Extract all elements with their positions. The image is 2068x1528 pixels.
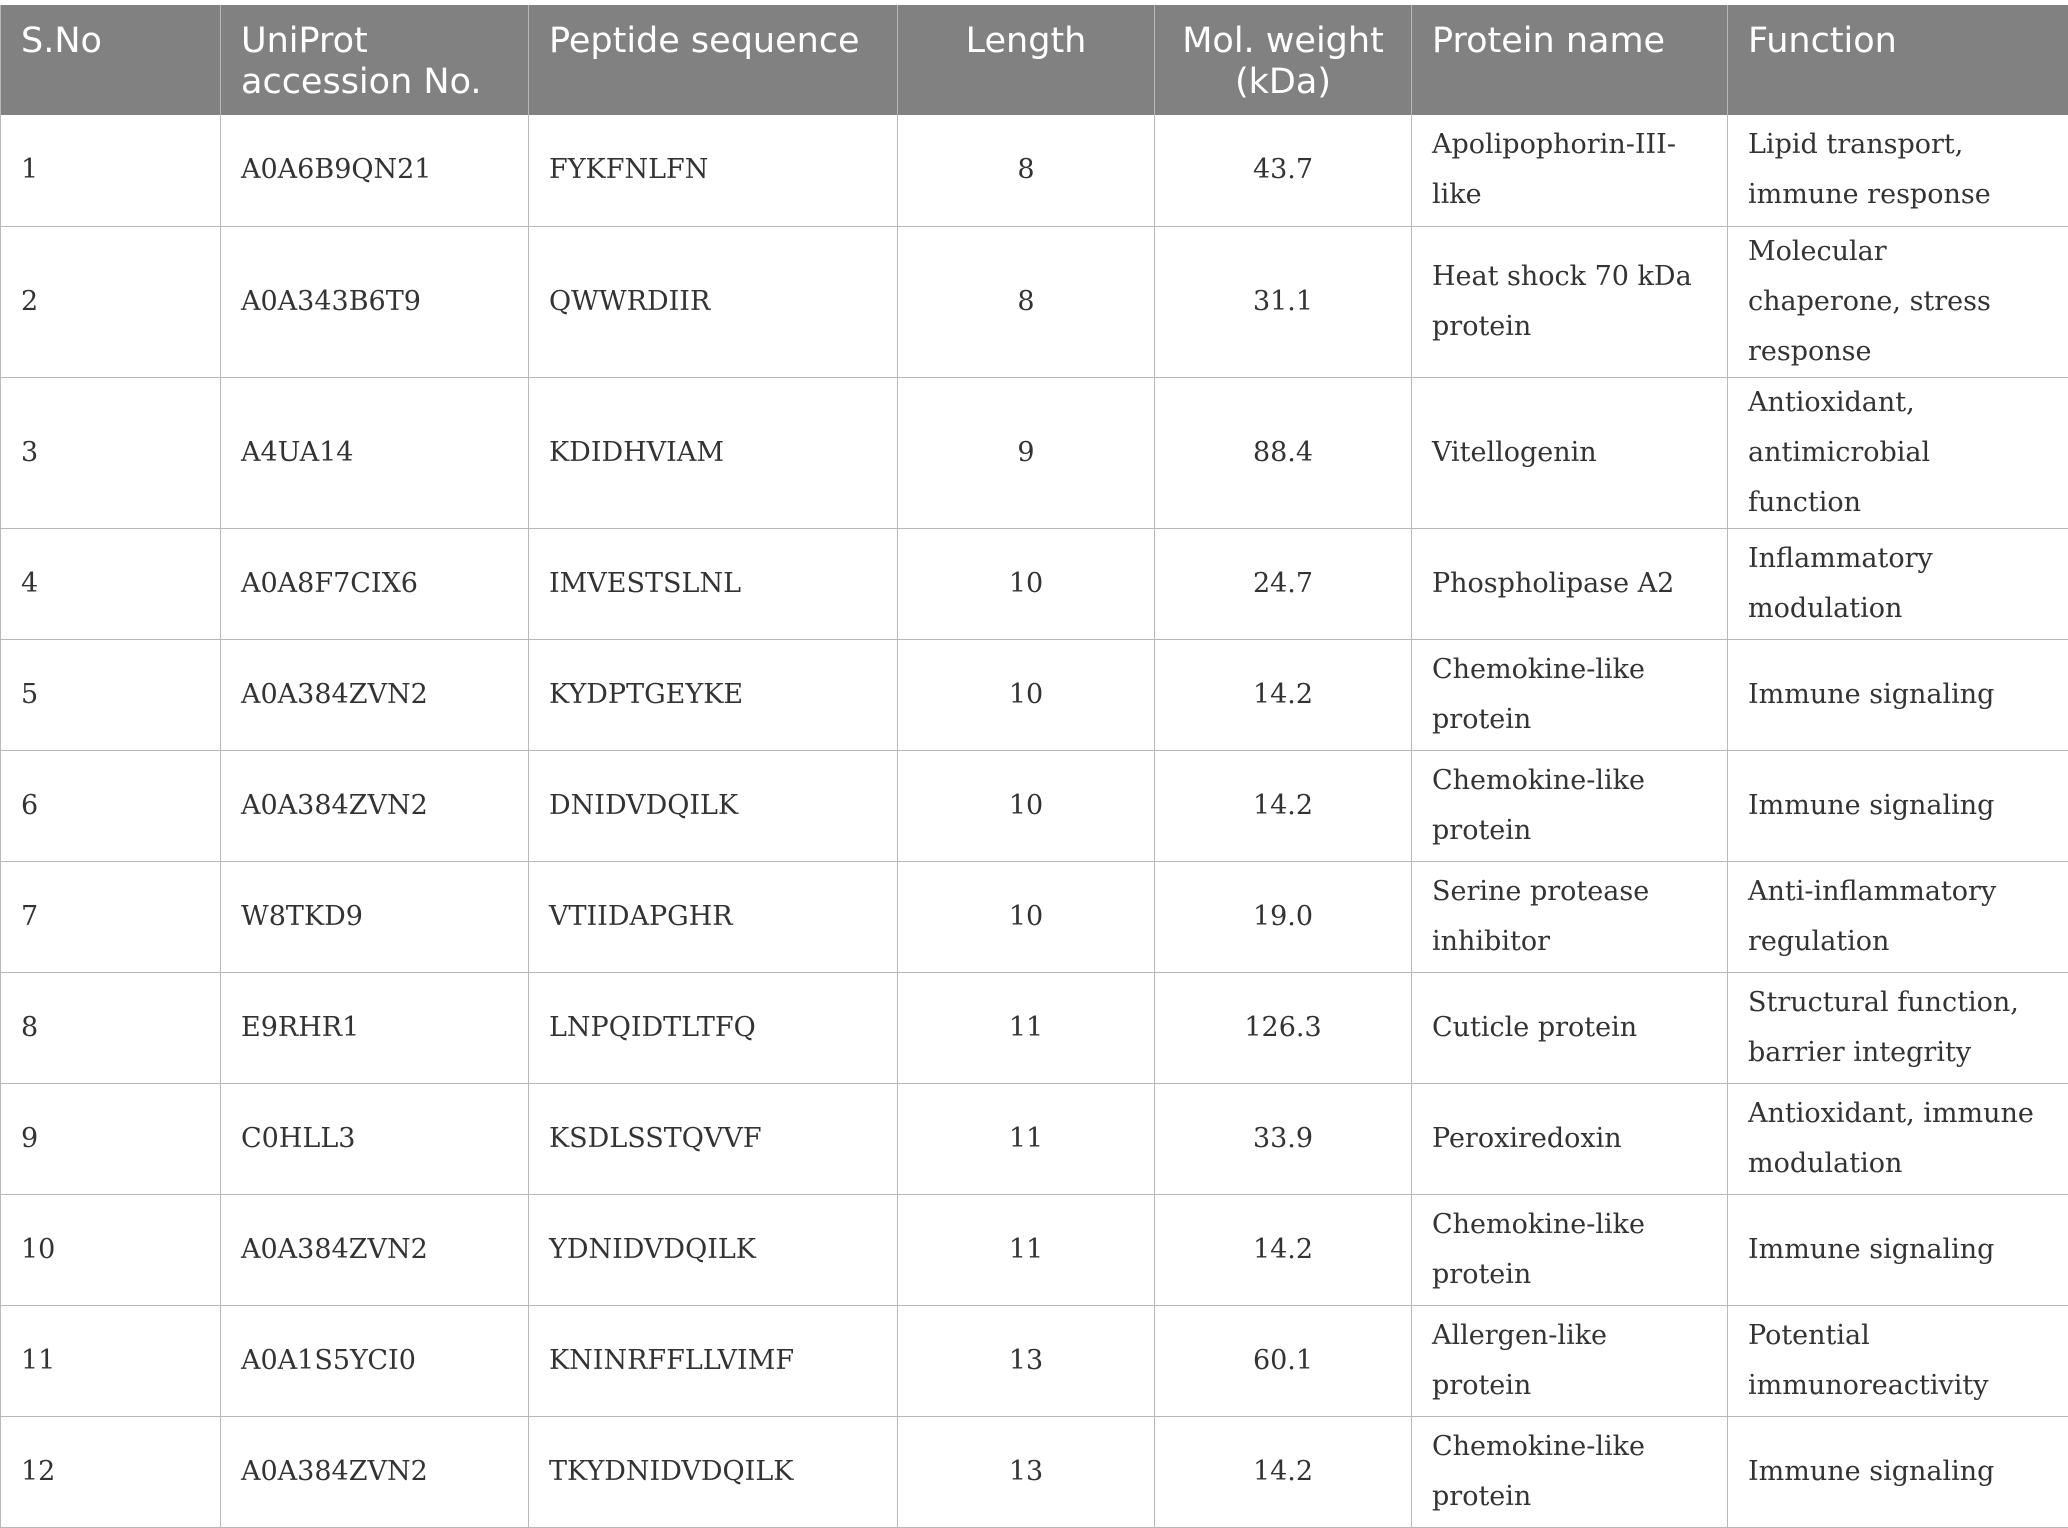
accession-cell: A0A343B6T9 bbox=[221, 226, 529, 377]
length-cell: 11 bbox=[898, 972, 1155, 1083]
sno-cell: 8 bbox=[1, 972, 221, 1083]
protein-name-cell: Cuticle protein bbox=[1412, 972, 1728, 1083]
table-row bbox=[1, 972, 2068, 1083]
peptide-sequence-cell: FYKFNLFN bbox=[529, 115, 898, 226]
header-length: Length bbox=[898, 5, 1155, 115]
header-row bbox=[1, 5, 2068, 115]
peptide-sequence-cell: KSDLSSTQVVF bbox=[529, 1083, 898, 1194]
function-cell: Inflammatory modulation bbox=[1728, 528, 2068, 639]
function-cell: Molecular chaperone, stress response bbox=[1728, 226, 2068, 377]
sno-cell: 4 bbox=[1, 528, 221, 639]
peptide-sequence-cell: DNIDVDQILK bbox=[529, 750, 898, 861]
peptide-sequence-cell: KYDPTGEYKE bbox=[529, 639, 898, 750]
sno-cell: 5 bbox=[1, 639, 221, 750]
protein-name-cell: Peroxiredoxin bbox=[1412, 1083, 1728, 1194]
length-cell: 11 bbox=[898, 1194, 1155, 1305]
length-cell: 13 bbox=[898, 1416, 1155, 1527]
protein-name-cell: Chemokine-like protein bbox=[1412, 750, 1728, 861]
mol-weight-cell: 14.2 bbox=[1155, 1194, 1412, 1305]
table-row bbox=[1, 377, 2068, 528]
table-row bbox=[1, 861, 2068, 972]
length-cell: 13 bbox=[898, 1305, 1155, 1416]
sno-cell: 2 bbox=[1, 226, 221, 377]
table-row bbox=[1, 750, 2068, 861]
accession-cell: A0A384ZVN2 bbox=[221, 1416, 529, 1527]
protein-name-cell: Apolipophorin-III-like bbox=[1412, 115, 1728, 226]
accession-cell: W8TKD9 bbox=[221, 861, 529, 972]
sno-cell: 7 bbox=[1, 861, 221, 972]
length-cell: 10 bbox=[898, 750, 1155, 861]
length-cell: 11 bbox=[898, 1083, 1155, 1194]
length-cell: 10 bbox=[898, 639, 1155, 750]
peptide-sequence-cell: QWWRDIIR bbox=[529, 226, 898, 377]
accession-cell: C0HLL3 bbox=[221, 1083, 529, 1194]
header-mol-weight: Mol. weight (kDa) bbox=[1155, 5, 1412, 115]
sno-cell: 10 bbox=[1, 1194, 221, 1305]
table-row bbox=[1, 115, 2068, 226]
mol-weight-cell: 24.7 bbox=[1155, 528, 1412, 639]
protein-name-cell: Heat shock 70 kDa protein bbox=[1412, 226, 1728, 377]
mol-weight-cell: 14.2 bbox=[1155, 750, 1412, 861]
accession-cell: A0A384ZVN2 bbox=[221, 1194, 529, 1305]
accession-cell: A0A8F7CIX6 bbox=[221, 528, 529, 639]
mol-weight-cell: 14.2 bbox=[1155, 1416, 1412, 1527]
accession-cell: A0A384ZVN2 bbox=[221, 750, 529, 861]
accession-cell: E9RHR1 bbox=[221, 972, 529, 1083]
protein-name-cell: Chemokine-like protein bbox=[1412, 1416, 1728, 1527]
table-row bbox=[1, 1416, 2068, 1527]
mol-weight-cell: 88.4 bbox=[1155, 377, 1412, 528]
function-cell: Lipid transport, immune response bbox=[1728, 115, 2068, 226]
sno-cell: 9 bbox=[1, 1083, 221, 1194]
protein-name-cell: Allergen-like protein bbox=[1412, 1305, 1728, 1416]
table-header bbox=[1, 5, 2068, 115]
mol-weight-cell: 33.9 bbox=[1155, 1083, 1412, 1194]
accession-cell: A4UA14 bbox=[221, 377, 529, 528]
length-cell: 8 bbox=[898, 226, 1155, 377]
peptide-sequence-cell: KNINRFFLLVIMF bbox=[529, 1305, 898, 1416]
mol-weight-cell: 31.1 bbox=[1155, 226, 1412, 377]
length-cell: 8 bbox=[898, 115, 1155, 226]
table-row bbox=[1, 1305, 2068, 1416]
table-row bbox=[1, 528, 2068, 639]
peptide-sequence-cell: KDIDHVIAM bbox=[529, 377, 898, 528]
mol-weight-cell: 14.2 bbox=[1155, 639, 1412, 750]
table-row bbox=[1, 639, 2068, 750]
sno-cell: 1 bbox=[1, 115, 221, 226]
header-protein-name: Protein name bbox=[1412, 5, 1728, 115]
peptide-sequence-cell: YDNIDVDQILK bbox=[529, 1194, 898, 1305]
function-cell: Immune signaling bbox=[1728, 1194, 2068, 1305]
length-cell: 9 bbox=[898, 377, 1155, 528]
protein-name-cell: Chemokine-like protein bbox=[1412, 1194, 1728, 1305]
table-row bbox=[1, 226, 2068, 377]
header-sno: S.No bbox=[1, 5, 221, 115]
header-uniprot-accession: UniProt accession No. bbox=[221, 5, 529, 115]
peptide-sequence-cell: TKYDNIDVDQILK bbox=[529, 1416, 898, 1527]
function-cell: Immune signaling bbox=[1728, 750, 2068, 861]
header-function: Function bbox=[1728, 5, 2068, 115]
table-row bbox=[1, 1194, 2068, 1305]
function-cell: Structural function, barrier integrity bbox=[1728, 972, 2068, 1083]
header-peptide-sequence: Peptide sequence bbox=[529, 5, 898, 115]
mol-weight-cell: 43.7 bbox=[1155, 115, 1412, 226]
mol-weight-cell: 126.3 bbox=[1155, 972, 1412, 1083]
sno-cell: 3 bbox=[1, 377, 221, 528]
function-cell: Antioxidant, antimicrobial function bbox=[1728, 377, 2068, 528]
peptide-table bbox=[0, 5, 2068, 1528]
function-cell: Antioxidant, immune modulation bbox=[1728, 1083, 2068, 1194]
peptide-sequence-cell: LNPQIDTLTFQ bbox=[529, 972, 898, 1083]
peptide-sequence-cell: VTIIDAPGHR bbox=[529, 861, 898, 972]
sno-cell: 12 bbox=[1, 1416, 221, 1527]
accession-cell: A0A1S5YCI0 bbox=[221, 1305, 529, 1416]
protein-name-cell: Serine protease inhibitor bbox=[1412, 861, 1728, 972]
function-cell: Immune signaling bbox=[1728, 639, 2068, 750]
sno-cell: 6 bbox=[1, 750, 221, 861]
sno-cell: 11 bbox=[1, 1305, 221, 1416]
length-cell: 10 bbox=[898, 528, 1155, 639]
function-cell: Immune signaling bbox=[1728, 1416, 2068, 1527]
mol-weight-cell: 60.1 bbox=[1155, 1305, 1412, 1416]
peptide-sequence-cell: IMVESTSLNL bbox=[529, 528, 898, 639]
protein-name-cell: Phospholipase A2 bbox=[1412, 528, 1728, 639]
table-row bbox=[1, 1083, 2068, 1194]
table-body bbox=[1, 115, 2068, 1527]
accession-cell: A0A6B9QN21 bbox=[221, 115, 529, 226]
function-cell: Anti-inflammatory regulation bbox=[1728, 861, 2068, 972]
function-cell: Potential immunoreactivity bbox=[1728, 1305, 2068, 1416]
accession-cell: A0A384ZVN2 bbox=[221, 639, 529, 750]
length-cell: 10 bbox=[898, 861, 1155, 972]
mol-weight-cell: 19.0 bbox=[1155, 861, 1412, 972]
protein-name-cell: Vitellogenin bbox=[1412, 377, 1728, 528]
protein-name-cell: Chemokine-like protein bbox=[1412, 639, 1728, 750]
